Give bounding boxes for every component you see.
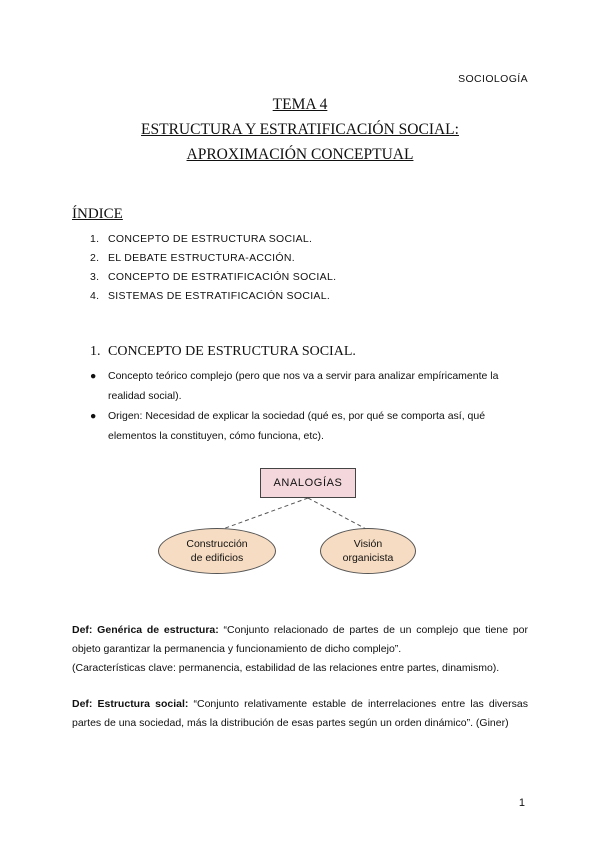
ellipse-right-line2: organicista bbox=[342, 552, 394, 564]
index-item bbox=[90, 249, 336, 268]
ellipse-right-line1: Visión bbox=[353, 538, 383, 550]
index-item bbox=[90, 230, 336, 249]
title-line-2: ESTRUCTURA Y ESTRATIFICACIÓN SOCIAL: bbox=[141, 121, 459, 138]
bullet-dot-icon: ● bbox=[90, 410, 97, 422]
index-item-number: 4. bbox=[90, 290, 100, 302]
index-heading: ÍNDICE bbox=[72, 206, 123, 222]
connector-right bbox=[308, 498, 368, 530]
index-item bbox=[90, 287, 336, 306]
section-title: CONCEPTO DE ESTRUCTURA SOCIAL. bbox=[108, 344, 356, 359]
bullet-text: Origen: Necesidad de explicar la sociedad (qué es, por qué se comporta así, qué elementos la constituyen, cómo funciona, etc). bbox=[108, 410, 486, 442]
bullet-item bbox=[90, 406, 530, 446]
definition-generic-text: “Conjunto relacionado de partes de un complejo que tiene por objeto garantizar la permanencia y funcionamiento de dicho complejo”. bbox=[72, 624, 528, 655]
index-item-label: EL DEBATE ESTRUCTURA-ACCIÓN. bbox=[108, 252, 295, 264]
connector-left bbox=[220, 498, 308, 530]
index-item-number: 1. bbox=[90, 233, 100, 245]
bullet-list bbox=[90, 366, 530, 446]
bullet-text: Concepto teórico complejo (pero que nos va a servir para analizar empíricamente la realidad social). bbox=[108, 370, 499, 402]
subject-header: SOCIOLOGÍA bbox=[458, 73, 528, 85]
ellipse-construction bbox=[158, 528, 276, 574]
analogies-diagram bbox=[150, 462, 450, 582]
index-item-number: 2. bbox=[90, 252, 100, 264]
index-item-label: CONCEPTO DE ESTRATIFICACIÓN SOCIAL. bbox=[108, 271, 337, 283]
definition-social-text: “Conjunto relativamente estable de interrelaciones entre las diversas partes de una sociedad, más la distribución de esas partes según un orden dinámico”. (Giner) bbox=[72, 698, 528, 729]
section-number: 1. bbox=[90, 344, 101, 359]
definition-social-label: Def: Estructura social: bbox=[72, 698, 189, 710]
index-item-label: CONCEPTO DE ESTRUCTURA SOCIAL. bbox=[108, 233, 313, 245]
definition-generic bbox=[72, 621, 528, 678]
index-item-label: SISTEMAS DE ESTRATIFICACIÓN SOCIAL. bbox=[108, 290, 331, 302]
title-line-1: TEMA 4 bbox=[272, 96, 328, 113]
definition-generic-label: Def: Genérica de estructura: bbox=[72, 624, 219, 636]
index-list bbox=[90, 230, 336, 306]
title-block bbox=[0, 92, 600, 167]
title-line-3: APROXIMACIÓN CONCEPTUAL bbox=[186, 146, 414, 163]
section-heading bbox=[90, 344, 356, 360]
bullet-dot-icon: ● bbox=[90, 370, 97, 382]
index-item bbox=[90, 268, 336, 287]
ellipse-left-line1: Construcción bbox=[186, 538, 248, 550]
definition-social bbox=[72, 695, 528, 733]
ellipse-organicist bbox=[320, 528, 416, 574]
index-item-number: 3. bbox=[90, 271, 100, 283]
analogies-box: ANALOGÍAS bbox=[260, 468, 356, 498]
definition-generic-note: (Características clave: permanencia, estabilidad de las relaciones entre partes, dinamismo). bbox=[72, 662, 500, 674]
bullet-item bbox=[90, 366, 530, 406]
ellipse-left-line2: de edificios bbox=[190, 552, 244, 564]
page-number: 1 bbox=[518, 797, 525, 809]
